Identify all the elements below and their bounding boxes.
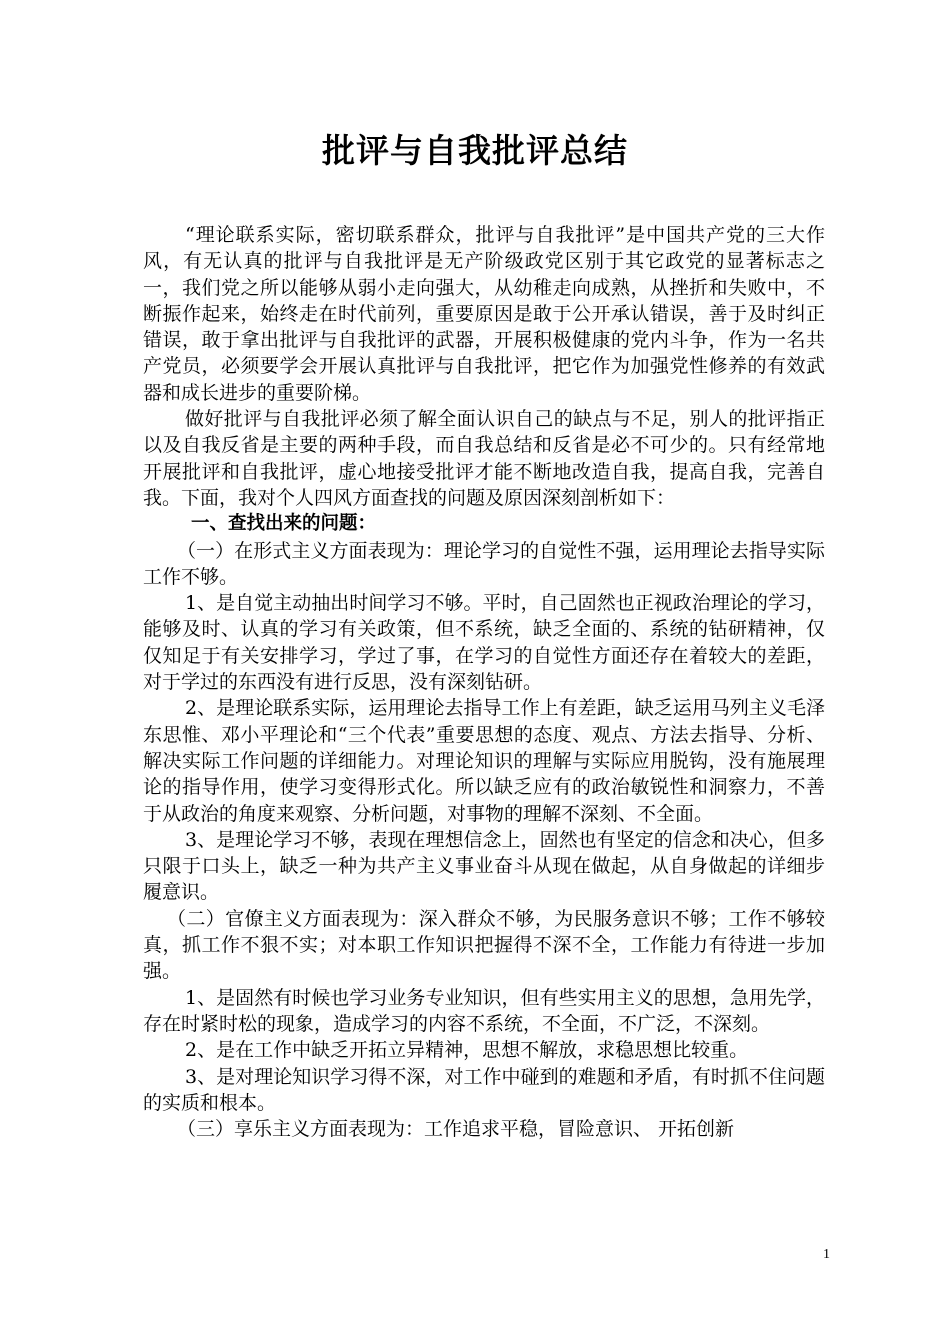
- subsection-formalism: （一）在形式主义方面表现为：理论学习的自觉性不强，运用理论去指导实际工作不够。: [143, 539, 825, 588]
- list-item-formalism-1: 1、是自觉主动抽出时间学习不够。平时，自己固然也正视政治理论的学习，能够及时、认真的学习有关政策，但不系统，缺乏全面的、系统的钻研精神，仅仅知足于有关安排学习，学过了事，在学习的自觉性方面还存在着较大的差距，对于学过的东西没有进行反思，没有深刻钻研。: [143, 592, 825, 694]
- document-title: 批评与自我批评总结: [322, 131, 628, 170]
- document-body: [143, 222, 825, 1142]
- paragraph-method: 做好批评与自我批评必须了解全面认识自己的缺点与不足，别人的批评指正以及自我反省是主要的两种手段，而自我总结和反省是必不可少的。只有经常地开展批评和自我批评，虚心地接受批评才能不断地改造自我，提高自我，完善自我。下面，我对个人四风方面查找的问题及原因深刻剖析如下：: [143, 408, 825, 509]
- section-heading-problems: 一、查找出来的问题：: [191, 513, 377, 535]
- subsection-hedonism: （三）享乐主义方面表现为：工作追求平稳，冒险意识、 开拓创新: [177, 1118, 735, 1141]
- paragraph-intro: “理论联系实际，密切联系群众，批评与自我批评”是中国共产党的三大作风，有无认真的批评与自我批评是无产阶级政党区别于其它政党的显著标志之一，我们党之所以能够从弱小走向强大，从幼稚走向成熟，从挫折和失败中，不断振作起来，始终走在时代前列，重要原因是敢于公开承认错误，善于及时纠正错误，敢于拿出批评与自我批评的武器，开展积极健康的党内斗争，作为一名共产党员，必须要学会开展认真批评与自我批评，把它作为加强党性修养的有效武器和成长进步的重要阶梯。: [143, 224, 825, 404]
- list-item-bureaucratism-1: 1、是固然有时候也学习业务专业知识，但有些实用主义的思想，急用先学，存在时紧时松的现象，造成学习的内容不系统，不全面，不广泛，不深刻。: [143, 986, 825, 1035]
- list-item-formalism-3: 3、是理论学习不够，表现在理想信念上，固然也有坚定的信念和决心，但多只限于口头上，缺乏一种为共产主义事业奋斗从现在做起，从自身做起的详细步履意识。: [143, 828, 825, 904]
- list-item-bureaucratism-2: 2、是在工作中缺乏开拓立异精神，思想不解放，求稳思想比较重。: [185, 1039, 749, 1062]
- list-item-formalism-2: 2、是理论联系实际，运用理论去指导工作上有差距，缺乏运用马列主义毛泽东思惟、邓小平理论和“三个代表”重要思想的态度、观点、方法去指导、分析、解决实际工作问题的详细能力。对理论知识的理解与实际应用脱钩，没有施展理论的指导作用，使学习变得形式化。所以缺乏应有的政治敏锐性和洞察力，不善于从政治的角度来观察、分析问题，对事物的理解不深刻、不全面。: [143, 697, 825, 825]
- list-item-bureaucratism-3: 3、是对理论知识学习得不深，对工作中碰到的难题和矛盾，有时抓不住问题的实质和根本。: [143, 1065, 825, 1114]
- subsection-bureaucratism: （二）官僚主义方面表现为：深入群众不够，为民服务意识不够；工作不够较真，抓工作不狠不实；对本职工作知识把握得不深不全，工作能力有待进一步加强。: [143, 907, 825, 983]
- page-number: 1: [823, 1247, 830, 1262]
